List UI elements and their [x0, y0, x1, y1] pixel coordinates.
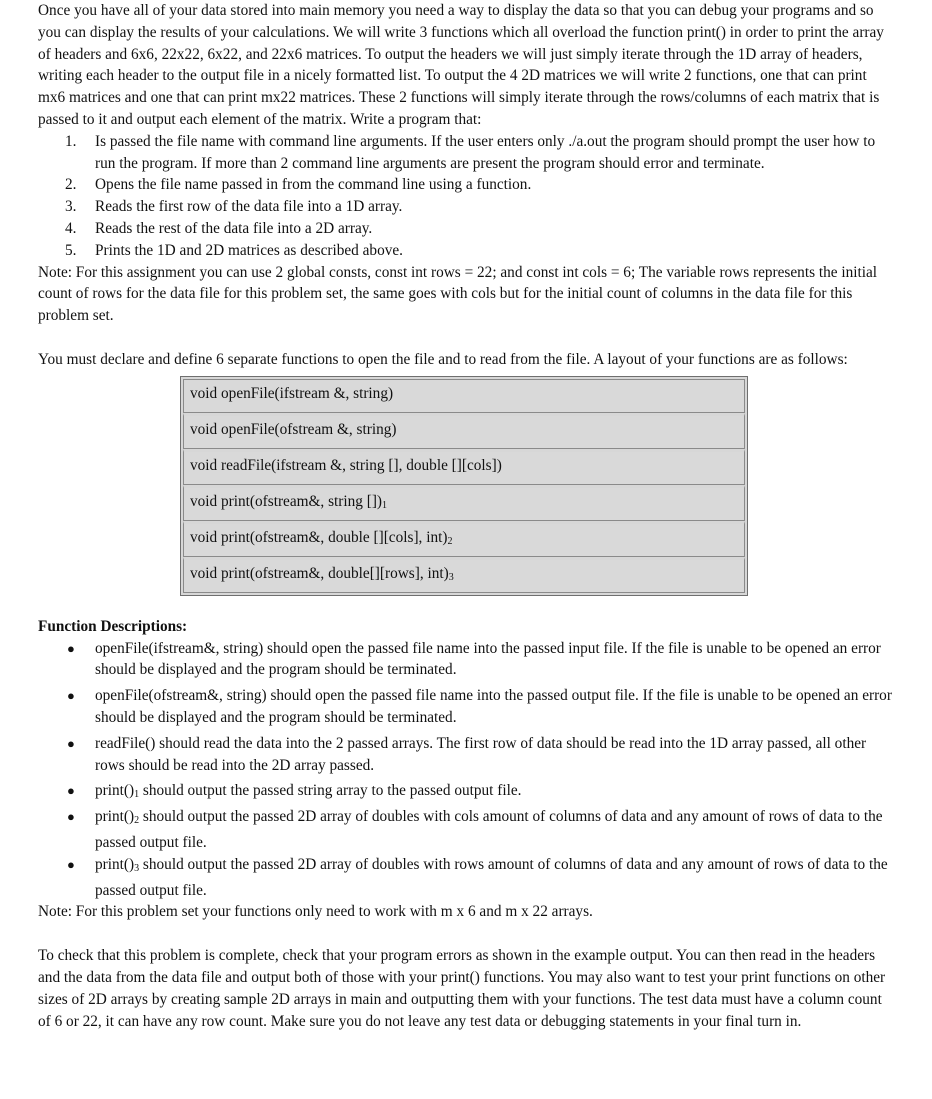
program-step [65, 218, 894, 240]
assignment-document [38, 0, 894, 1032]
function-row [183, 485, 745, 521]
step-number: 4. [65, 219, 77, 237]
bullet-icon: ● [67, 783, 75, 799]
step-text: Opens the file name passed in from the command line using a function. [95, 176, 532, 194]
declare-functions-text: You must declare and define 6 separate functions to open the file and to read from the file. A layout of your functions are as follows: [38, 350, 848, 368]
function-signature: void print(ofstream&, double [][cols], int) [190, 528, 448, 546]
step-text: Reads the rest of the data file into a 2D array. [95, 219, 373, 237]
description-item: ● $print()_1$ should output the passed string array to the passed output file. [67, 782, 522, 801]
description-item: ● $print()_3$ should output the passed 2D array of doubles with rows amount of columns of data and any amount of rows of data to the passed output file. [67, 855, 888, 899]
step-number: 2. [65, 176, 77, 194]
function-signature: void openFile(ifstream &, string) [190, 384, 394, 402]
function-row [183, 379, 745, 413]
array-size-note: Note: For this problem set your functions only need to work with m x 6 and m x 22 arrays. [38, 903, 593, 921]
program-steps-list [38, 131, 894, 262]
function-row [183, 521, 745, 557]
description-item: ● openFile(ofstream&, string) should open the passed file name into the passed output file. If the file is unable to be opened an error should be displayed and the program should be terminated. [67, 687, 892, 726]
step-text: Is passed the file name with command line arguments. If the user enters only ./a.out the program should prompt the user how to run the program. If more than 2 command line arguments are present the program should error and terminate. [95, 132, 876, 172]
description-item: ● openFile(ifstream&, string) should open the passed file name into the passed input file. If the file is unable to be opened an error should be displayed and the program should be terminated. [67, 639, 881, 679]
function-descriptions-list [38, 638, 894, 902]
global-consts-note: Note: For this assignment you can use 2 global consts, const int rows = 22; and const int cols = 6; The variable rows represents the initial count of rows for the data file for this problem set, the same goes with cols but for the initial count of columns in the data file for this problem set. [38, 263, 878, 325]
step-text: Prints the 1D and 2D matrices as described above. [95, 241, 403, 259]
function-descriptions-heading: Function Descriptions: [38, 617, 188, 635]
function-signature: void print(ofstream&, string []) [190, 492, 383, 510]
description-item: ● readFile() should read the data into the 2 passed arrays. The first row of data should be read into the 1D array passed, all other rows should be read into the 2D array passed. [67, 734, 867, 774]
step-number: 3. [65, 198, 77, 216]
program-step [65, 174, 894, 196]
program-step [65, 131, 894, 175]
function-layout-table [180, 376, 748, 596]
bullet-icon: ● [67, 735, 75, 751]
function-subscript: 1 [382, 499, 388, 511]
function-signature: void print(ofstream&, double[][rows], int) [190, 564, 449, 582]
function-row [183, 413, 745, 449]
function-row [183, 449, 745, 485]
description-item: ● $print()_2$ should output the passed 2D array of doubles with cols amount of columns of data and any amount of rows of data to the passed output file. [67, 808, 883, 851]
step-number: 1. [65, 132, 77, 150]
program-step [65, 240, 894, 262]
bullet-icon: ● [67, 809, 75, 825]
bullet-icon: ● [67, 688, 75, 704]
closing-paragraph: To check that this problem is complete, check that your program errors as shown in the example output. You can then read in the headers and the data from the data file and output both of those with your print() functions. You may also want to test your print functions on other sizes of 2D arrays by creating sample 2D arrays in main and outputting them with your functions. The test data must have a column count of 6 or 22, it can have any row count. Make sure you do not leave any test data or debugging statements in your final turn in. [38, 947, 886, 1030]
function-subscript: 2 [447, 535, 453, 547]
function-row [183, 557, 745, 593]
function-signature: void readFile(ifstream &, string [], double [][cols]) [190, 456, 502, 474]
function-signature: void openFile(ofstream &, string) [190, 420, 397, 438]
function-subscript: 3 [448, 571, 454, 583]
step-number: 5. [65, 241, 77, 259]
intro-paragraph: Once you have all of your data stored into main memory you need a way to display the data so that you can debug your programs and so you can display the results of your calculations. We will write 3 functions which all overload the function print() in order to print the array of headers and 6x6, 22x22, 6x22, and 22x6 matrices. To output the headers we will just simply iterate through the 1D array of headers, writing each header to the output file in a nicely formatted list. To output the 4 2D matrices we will write 2 functions, one that can print mx6 matrices and one that can print mx22 matrices. These 2 functions will simply iterate through the rows/columns of each matrix that is passed to it and output each element of the matrix. Write a program that: [38, 2, 884, 128]
step-text: Reads the first row of the data file into a 1D array. [95, 198, 403, 216]
bullet-icon: ● [67, 856, 75, 872]
program-step [65, 196, 894, 218]
bullet-icon: ● [67, 640, 75, 656]
